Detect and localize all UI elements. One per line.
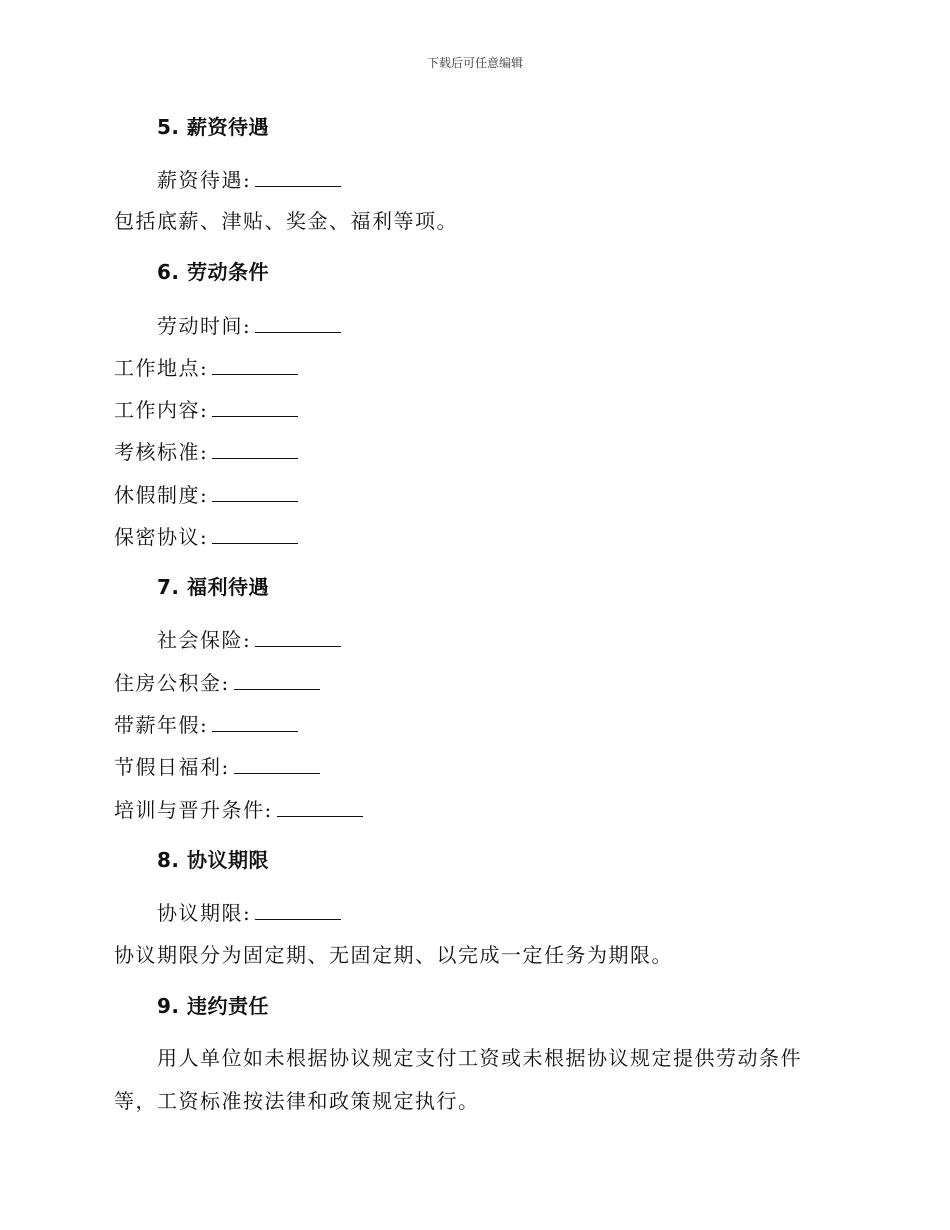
agreement-term-blank[interactable] <box>255 899 341 920</box>
housing-fund-label: 住房公积金: <box>114 671 230 695</box>
social-insurance-blank[interactable] <box>255 626 341 647</box>
assessment-standard-label: 考核标准: <box>114 440 209 464</box>
leave-policy-field <box>114 481 298 508</box>
agreement-term-note: 协议期限分为固定期、无固定期、以完成一定任务为期限。 <box>114 943 673 967</box>
confidentiality-label: 保密协议: <box>114 525 209 549</box>
section-5-heading: 5. 薪资待遇 <box>157 115 269 139</box>
training-promotion-label: 培训与晋升条件: <box>114 798 273 822</box>
labor-time-label: 劳动时间: <box>157 314 252 338</box>
work-location-field <box>114 354 298 381</box>
header-note: 下载后可任意编辑 <box>426 56 523 70</box>
agreement-term-label: 协议期限: <box>157 901 252 925</box>
section-7-heading: 7. 福利待遇 <box>157 575 269 599</box>
work-content-label: 工作内容: <box>114 398 209 422</box>
work-location-blank[interactable] <box>212 354 298 375</box>
labor-time-field <box>157 312 341 339</box>
paid-leave-label: 带薪年假: <box>114 713 209 737</box>
social-insurance-field <box>157 626 341 653</box>
leave-policy-label: 休假制度: <box>114 483 209 507</box>
paid-leave-field <box>114 711 298 738</box>
labor-time-blank[interactable] <box>255 312 341 333</box>
salary-label: 薪资待遇: <box>157 168 252 192</box>
holiday-benefits-blank[interactable] <box>234 753 320 774</box>
liability-paragraph-line-1: 用人单位如未根据协议规定支付工资或未根据协议规定提供劳动条件 <box>157 1046 802 1070</box>
agreement-term-field <box>157 899 341 926</box>
social-insurance-label: 社会保险: <box>157 628 252 652</box>
holiday-benefits-field <box>114 753 320 780</box>
liability-paragraph-line-2: 等，工资标准按法律和政策规定执行。 <box>114 1089 480 1113</box>
assessment-standard-field <box>114 438 298 465</box>
work-content-blank[interactable] <box>212 396 298 417</box>
training-promotion-field <box>114 796 363 823</box>
confidentiality-blank[interactable] <box>212 523 298 544</box>
confidentiality-field <box>114 523 298 550</box>
salary-note: 包括底薪、津贴、奖金、福利等项。 <box>114 209 458 233</box>
training-promotion-blank[interactable] <box>277 796 363 817</box>
work-location-label: 工作地点: <box>114 356 209 380</box>
leave-policy-blank[interactable] <box>212 481 298 502</box>
holiday-benefits-label: 节假日福利: <box>114 755 230 779</box>
section-6-heading: 6. 劳动条件 <box>157 260 269 284</box>
salary-field <box>157 166 341 193</box>
work-content-field <box>114 396 298 423</box>
section-8-heading: 8. 协议期限 <box>157 848 269 872</box>
paid-leave-blank[interactable] <box>212 711 298 732</box>
assessment-standard-blank[interactable] <box>212 438 298 459</box>
housing-fund-blank[interactable] <box>234 669 320 690</box>
salary-blank[interactable] <box>255 166 341 187</box>
section-9-heading: 9. 违约责任 <box>157 994 269 1018</box>
housing-fund-field <box>114 669 320 696</box>
